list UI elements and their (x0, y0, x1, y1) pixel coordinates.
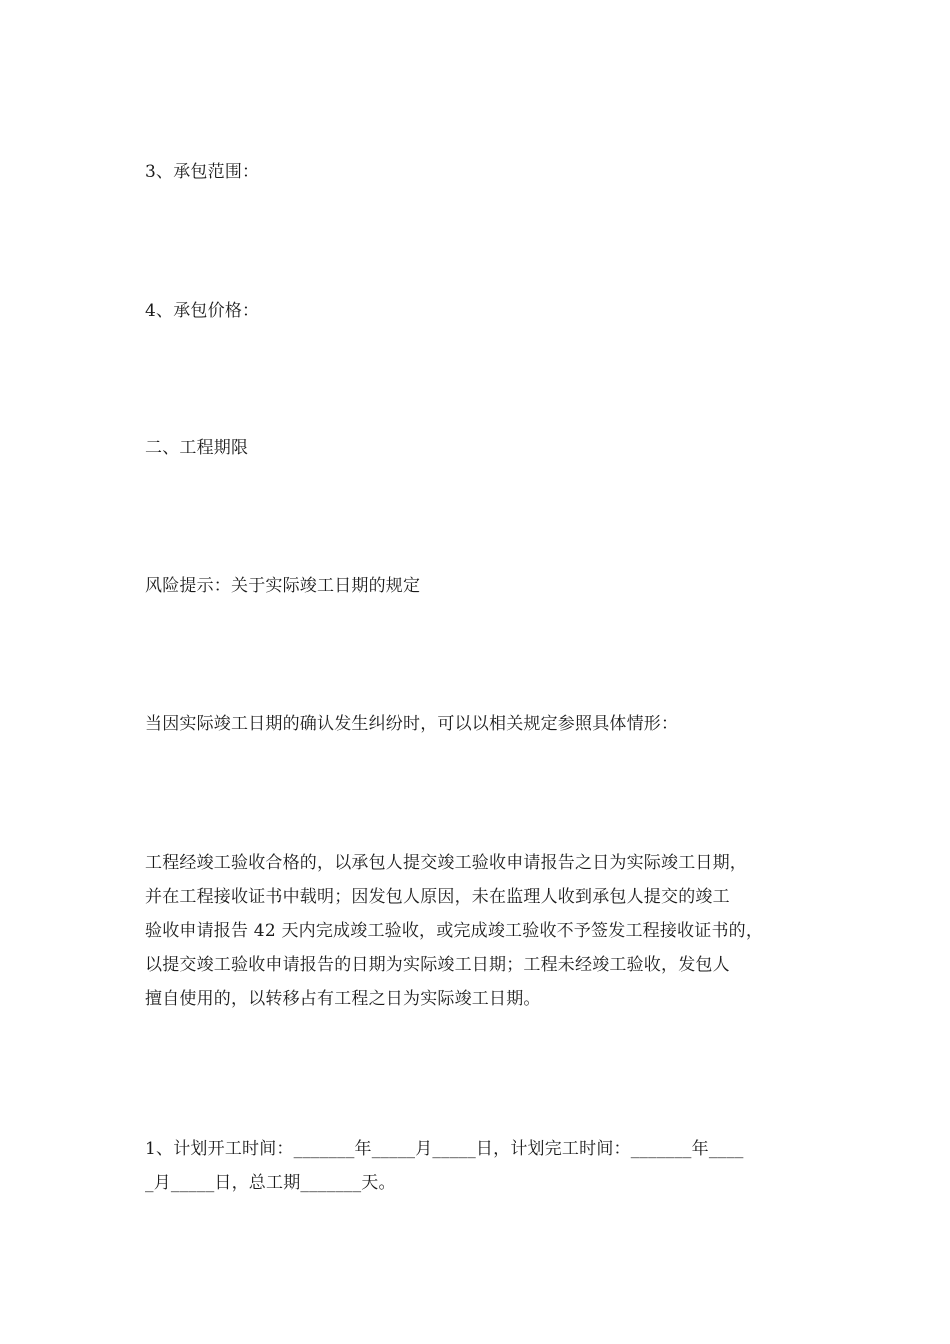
item-contract-scope: 3、承包范围： (145, 162, 260, 182)
paragraph-line: _月_____日，总工期_______天。 (145, 1173, 396, 1193)
paragraph-line: 验收申请报告 42 天内完成竣工验收，或完成竣工验收不予签发工程接收证书的， (145, 921, 764, 941)
paragraph-line: 工程经竣工验收合格的，以承包人提交竣工验收申请报告之日为实际竣工日期， (145, 853, 747, 873)
risk-notice-title: 风险提示：关于实际竣工日期的规定 (145, 576, 421, 596)
schedule-fill-in-paragraph (145, 1132, 815, 1200)
paragraph-line: 1、计划开工时间：_______年_____月_____日，计划完工时间：_______年____ (145, 1139, 744, 1159)
paragraph-line: 擅自使用的，以转移占有工程之日为实际竣工日期。 (145, 989, 541, 1009)
paragraph-line: 并在工程接收证书中载明；因发包人原因，未在监理人收到承包人提交的竣工 (145, 887, 730, 907)
item-contract-price: 4、承包价格： (145, 301, 260, 321)
paragraph-line: 以提交竣工验收申请报告的日期为实际竣工日期；工程未经竣工验收，发包人 (145, 955, 730, 975)
section-heading-project-period: 二、工程期限 (145, 438, 249, 458)
intro-paragraph: 当因实际竣工日期的确认发生纠纷时，可以以相关规定参照具体情形： (145, 714, 679, 734)
completion-date-rules-paragraph (145, 846, 815, 1016)
